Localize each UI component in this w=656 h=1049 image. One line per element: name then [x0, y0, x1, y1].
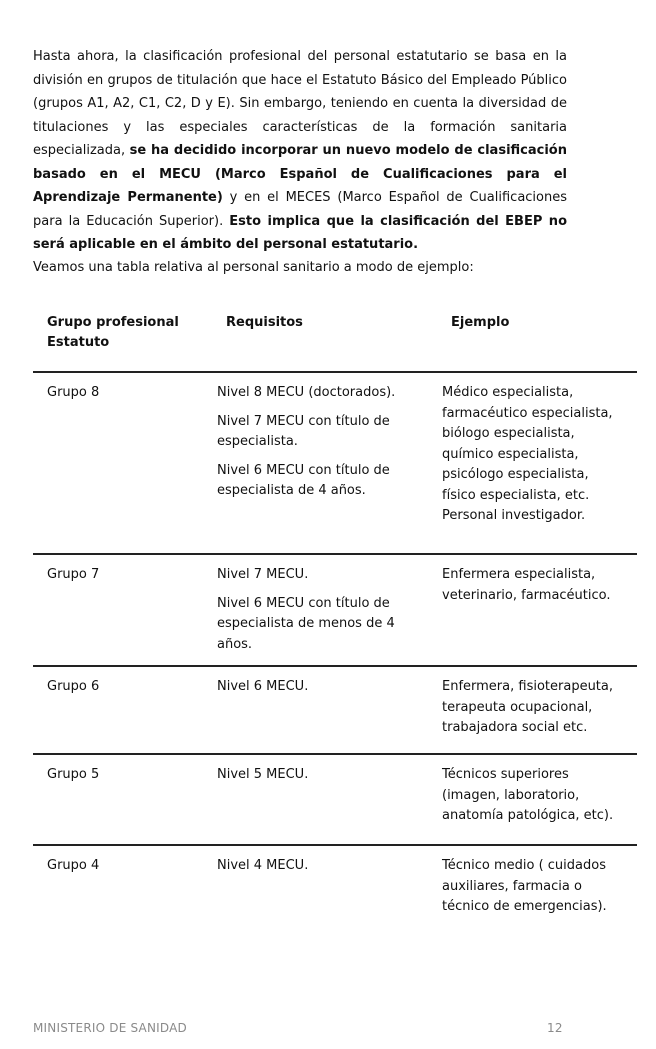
cell-ejemplo: Técnico medio ( cuidados auxiliares, farmacia o técnico de emergencias). — [442, 858, 607, 914]
table-row — [33, 371, 637, 553]
intro-bold-1: se ha decidido incorporar un nuevo modelo de clasificación basado en el MECU (Marco Español de Cualificaciones para el Aprendizaje Permanente) — [33, 143, 567, 205]
table-row — [33, 553, 637, 665]
intro-paragraph — [33, 45, 567, 257]
page-number: 12 — [547, 1021, 563, 1035]
cell-grupo: Grupo 8 — [47, 385, 100, 400]
cell-requisitos — [217, 856, 407, 877]
cell-ejemplo: Enfermera especialista, veterinario, farmacéutico. — [442, 567, 611, 603]
header-ejemplo: Ejemplo — [451, 315, 510, 330]
cell-requisitos — [217, 383, 407, 502]
intro-text-2: y en el MECES (Marco Español de Cualificaciones para la Educación Superior). — [33, 190, 568, 229]
requisito: Nivel 6 MECU. — [217, 679, 309, 694]
requisito: Nivel 6 MECU con título de especialista de 4 años. — [217, 462, 390, 498]
footer-ministry: MINISTERIO DE SANIDAD — [33, 1021, 187, 1035]
header-grupo: Grupo profesional Estatuto — [47, 315, 179, 350]
table-row — [33, 665, 637, 753]
intro-bold-2: Esto implica que la clasificación del EBEP no será aplicable en el ámbito del personal estatutario. — [33, 213, 567, 252]
cell-grupo: Grupo 7 — [47, 567, 100, 582]
cell-requisitos — [217, 565, 407, 655]
requisito: Nivel 5 MECU. — [217, 767, 309, 782]
header-requisitos: Requisitos — [226, 315, 303, 330]
cell-ejemplo: Enfermera, fisioterapeuta, terapeuta ocupacional, trabajadora social etc. — [442, 679, 613, 735]
requisito: Nivel 8 MECU (doctorados). — [217, 385, 396, 400]
cell-grupo: Grupo 5 — [47, 767, 100, 782]
requisito: Nivel 7 MECU. — [217, 567, 309, 582]
cell-grupo: Grupo 6 — [47, 679, 100, 694]
table-header — [33, 309, 637, 371]
table-lead-text: Veamos una tabla relativa al personal sanitario a modo de ejemplo: — [33, 260, 474, 275]
requisito: Nivel 6 MECU con título de especialista de menos de 4 años. — [217, 595, 395, 652]
requisito: Nivel 4 MECU. — [217, 858, 309, 873]
intro-text-1: Hasta ahora, la clasificación profesional del personal estatutario se basa en la división en grupos de titulación que hace el Estatuto Básico del Empleado Público (grupos A1, A2, C1, C2, D y E). Sin embargo, teniendo en cuenta la diversidad de titulaciones y las especiales características de la formación sanitaria especializada, — [33, 49, 567, 158]
table-row — [33, 844, 637, 934]
table-row — [33, 753, 637, 844]
cell-ejemplo: Médico especialista, farmacéutico especialista, biólogo especialista, químico especialista, psicólogo especialista, físico especialista, etc. Personal investigador. — [442, 385, 613, 523]
cell-requisitos — [217, 765, 407, 786]
cell-grupo: Grupo 4 — [47, 858, 100, 873]
cell-ejemplo: Técnicos superiores (imagen, laboratorio, anatomía patológica, etc). — [442, 767, 614, 823]
requisito: Nivel 7 MECU con título de especialista. — [217, 413, 390, 449]
cell-requisitos — [217, 677, 407, 698]
classification-table — [33, 309, 637, 934]
